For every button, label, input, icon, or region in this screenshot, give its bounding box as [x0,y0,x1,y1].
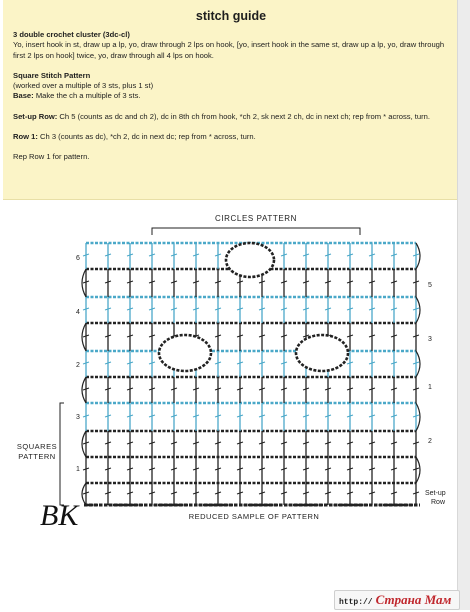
guide-title: stitch guide [195,9,267,23]
crochet-chart [0,205,458,525]
row1-label: Row 1: [13,132,38,142]
stitch-guide-panel [3,0,459,200]
setup-line [13,112,453,122]
circles-bracket [152,228,360,235]
circle-motif [226,243,274,277]
row-number-left-1: 1 [76,466,80,473]
squares-pattern-label-2: PATTERN [18,452,56,461]
row-number-left-4: 4 [76,309,80,316]
setup-label: Set-up Row: [13,111,58,121]
circle-motif [296,335,348,371]
circles-pattern-label: CIRCLES PATTERN [214,214,298,223]
repeat-text: Rep Row 1 for pattern. [13,152,90,162]
circle-motif [159,335,211,371]
squares-bracket [60,403,64,505]
row1-text: Ch 3 (counts as dc), *ch 2, dc in next dc; rep from * across, turn. [40,132,256,142]
scrollbar-edge [457,0,470,610]
base-label: Base: [13,91,34,101]
watermark-url: http:// [339,598,373,607]
row-number-left-3: 3 [76,414,80,421]
setup-row-label-2: Row [431,499,446,506]
row-number-right-3: 3 [428,336,432,343]
reduced-sample-label: REDUCED SAMPLE OF PATTERN [188,512,320,521]
site-watermark [334,590,460,610]
square-subtitle: (worked over a multiple of 3 sts, plus 1 st) [13,81,154,91]
row-number-right-5: 5 [428,282,432,289]
setup-text: Ch 5 (counts as dc and ch 2), dc in 8th ch from hook, *ch 2, sk next 2 ch, dc in next ch; rep from * across, turn. [59,111,431,121]
squares-pattern-label-1: SQUARES [16,442,58,451]
square-title: Square Stitch Pattern [13,70,91,80]
watermark-brand: Страна Мам [375,592,452,607]
guide-body [13,30,453,163]
setup-row-label-1: Set-up [425,490,446,497]
row-number-left-6: 6 [76,255,80,262]
signature: BK [40,499,79,525]
base-line [13,91,453,101]
base-text: Make the ch a multiple of 3 sts. [35,91,141,101]
cluster-title: 3 double crochet cluster (3dc-cl) [13,30,130,39]
cluster-text: Yo, insert hook in st, draw up a lp, yo, draw through 2 lps on hook, [yo, insert hook in the same st, draw up a lp, yo, draw through first 2 lps on hook] twice, yo, draw through all 4 lps on hook. [13,40,445,60]
row-number-left-2: 2 [76,362,80,369]
row-number-right-2: 2 [428,438,432,445]
row1-line [13,132,453,142]
row-number-right-1: 1 [428,384,432,391]
